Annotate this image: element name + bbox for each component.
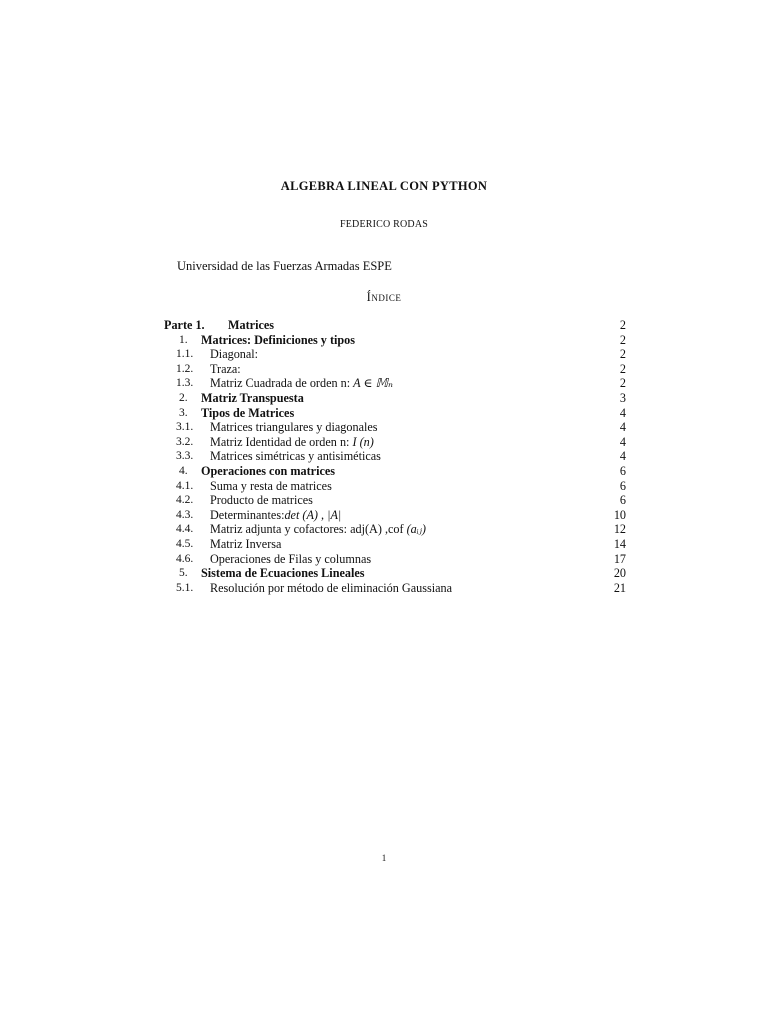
toc-entry-title bbox=[210, 435, 374, 450]
toc-entry-page: 20 bbox=[613, 566, 626, 581]
toc-entry[interactable] bbox=[164, 581, 626, 596]
toc-entry-text: Diagonal: bbox=[210, 347, 259, 362]
toc-entry-page: 2 bbox=[619, 332, 626, 347]
toc-entry-page: 2 bbox=[619, 376, 626, 391]
toc-entry[interactable] bbox=[164, 449, 626, 464]
toc-entry[interactable] bbox=[164, 376, 626, 391]
toc-entry-math: (aᵢⱼ) bbox=[406, 522, 426, 537]
toc-entry[interactable] bbox=[164, 318, 626, 333]
toc-entry-page: 12 bbox=[613, 522, 626, 537]
toc-entry-page: 21 bbox=[613, 580, 626, 595]
toc-entry-title bbox=[210, 581, 452, 596]
toc-entry[interactable] bbox=[164, 333, 626, 348]
document-title: ALGEBRA LINEAL CON PYTHON bbox=[280, 179, 488, 193]
toc-entry-text: Matriz Transpuesta bbox=[201, 390, 304, 405]
toc-entry-title bbox=[210, 347, 258, 362]
toc-entry-text: Tipos de Matrices bbox=[201, 405, 295, 420]
toc-entry-page: 4 bbox=[619, 420, 626, 435]
toc-entry-number: 4. bbox=[179, 464, 188, 477]
toc-entry-title bbox=[210, 522, 426, 537]
toc-entry-title bbox=[210, 449, 381, 464]
toc-entry-page: 2 bbox=[619, 361, 626, 376]
toc-entry-title bbox=[210, 552, 371, 567]
toc-entry-page: 17 bbox=[613, 551, 626, 566]
toc-entry-page: 2 bbox=[619, 347, 626, 362]
toc-entry[interactable] bbox=[164, 522, 626, 537]
toc-entry-title bbox=[210, 508, 341, 523]
toc-entry[interactable] bbox=[164, 537, 626, 552]
toc-entry-title bbox=[210, 376, 393, 391]
toc-entry-page: 2 bbox=[619, 318, 626, 332]
toc-entry-title bbox=[201, 406, 294, 421]
toc-entry-math: det (A) , |A| bbox=[284, 507, 342, 522]
toc-entry-text: Determinantes: bbox=[210, 507, 285, 522]
toc-entry-text: Matrices bbox=[228, 318, 275, 332]
toc-entry-page: 10 bbox=[613, 507, 626, 522]
toc-entry-text: Matriz adjunta y cofactores: adj(A) ,cof bbox=[210, 522, 407, 537]
toc-entry-text: Operaciones de Filas y columnas bbox=[210, 551, 372, 566]
toc-entry-number: 5. bbox=[179, 567, 188, 580]
toc-entry-text: Traza: bbox=[210, 361, 241, 376]
toc-entry-text: Operaciones con matrices bbox=[201, 463, 336, 478]
document-author: FEDERICO RODAS bbox=[339, 219, 429, 230]
toc-entry-title bbox=[210, 420, 378, 435]
toc-entry-page: 6 bbox=[619, 478, 626, 493]
toc-entry[interactable] bbox=[164, 435, 626, 450]
toc-entry[interactable] bbox=[164, 493, 626, 508]
toc-entry-title bbox=[210, 362, 241, 377]
toc-entry[interactable] bbox=[164, 508, 626, 523]
toc-heading: Índice bbox=[366, 290, 402, 304]
toc-entry-number: 4.3. bbox=[176, 508, 194, 521]
toc-entry-text: Matriz Identidad de orden n: bbox=[210, 434, 353, 449]
page-number: 1 bbox=[381, 853, 387, 863]
toc-entry-number: 5.1. bbox=[176, 581, 194, 594]
toc-entry-title bbox=[201, 391, 304, 406]
toc-entry-page: 14 bbox=[613, 536, 626, 551]
toc-entry-number: 4.5. bbox=[176, 537, 194, 550]
toc-entry-number: 4.1. bbox=[176, 479, 194, 492]
toc-entry[interactable] bbox=[164, 552, 626, 567]
toc-entry-text: Matrices simétricas y antisiméticas bbox=[210, 449, 381, 464]
table-of-contents bbox=[164, 318, 626, 595]
document-affiliation: Universidad de las Fuerzas Armadas ESPE bbox=[177, 259, 392, 273]
toc-entry[interactable] bbox=[164, 479, 626, 494]
toc-entry[interactable] bbox=[164, 464, 626, 479]
toc-entry[interactable] bbox=[164, 362, 626, 377]
toc-entry-number: 2. bbox=[179, 391, 188, 404]
toc-entry-number: 3.3. bbox=[176, 450, 194, 463]
toc-entry-page: 4 bbox=[619, 405, 626, 420]
toc-entry-text: Sistema de Ecuaciones Lineales bbox=[201, 566, 365, 581]
toc-entry-number: 1. bbox=[179, 333, 188, 346]
toc-entry-number: Parte 1. bbox=[164, 318, 205, 332]
toc-entry[interactable] bbox=[164, 391, 626, 406]
toc-entry-text: Producto de matrices bbox=[210, 493, 313, 508]
toc-entry-page: 6 bbox=[619, 493, 626, 508]
toc-entry-title bbox=[210, 537, 281, 552]
toc-entry-page: 4 bbox=[619, 449, 626, 464]
toc-entry[interactable] bbox=[164, 566, 626, 581]
toc-entry-number: 3. bbox=[179, 406, 188, 419]
toc-entry-number: 3.1. bbox=[176, 421, 194, 434]
toc-entry-text: Matriz Inversa bbox=[210, 536, 282, 551]
toc-entry-page: 4 bbox=[619, 434, 626, 449]
toc-entry-number: 4.4. bbox=[176, 523, 194, 536]
toc-entry-page: 3 bbox=[619, 390, 626, 405]
toc-entry-title bbox=[201, 566, 365, 581]
toc-entry-number: 3.2. bbox=[176, 435, 194, 448]
toc-entry-title bbox=[228, 318, 274, 333]
toc-entry-number: 1.3. bbox=[176, 377, 194, 390]
toc-entry-number: 1.2. bbox=[176, 362, 194, 375]
toc-entry-text: Resolución por método de eliminación Gaussiana bbox=[210, 580, 453, 595]
toc-entry-title bbox=[210, 479, 332, 494]
toc-entry[interactable] bbox=[164, 420, 626, 435]
toc-entry-math: I (n) bbox=[352, 434, 374, 449]
toc-entry-number: 4.2. bbox=[176, 494, 194, 507]
toc-entry-title bbox=[201, 333, 355, 348]
toc-entry-number: 1.1. bbox=[176, 348, 194, 361]
toc-entry[interactable] bbox=[164, 406, 626, 421]
toc-entry-text: Suma y resta de matrices bbox=[210, 478, 332, 493]
toc-entry-title bbox=[210, 493, 313, 508]
toc-entry-number: 4.6. bbox=[176, 552, 194, 565]
toc-entry-text: Matrices: Definiciones y tipos bbox=[201, 332, 356, 347]
toc-entry-text: Matrices triangulares y diagonales bbox=[210, 420, 378, 435]
toc-entry[interactable] bbox=[164, 347, 626, 362]
toc-entry-page: 6 bbox=[619, 463, 626, 478]
toc-entry-math: A ∈ 𝕄ₙ bbox=[353, 376, 393, 391]
toc-entry-text: Matriz Cuadrada de orden n: bbox=[210, 376, 354, 391]
toc-entry-title bbox=[201, 464, 335, 479]
